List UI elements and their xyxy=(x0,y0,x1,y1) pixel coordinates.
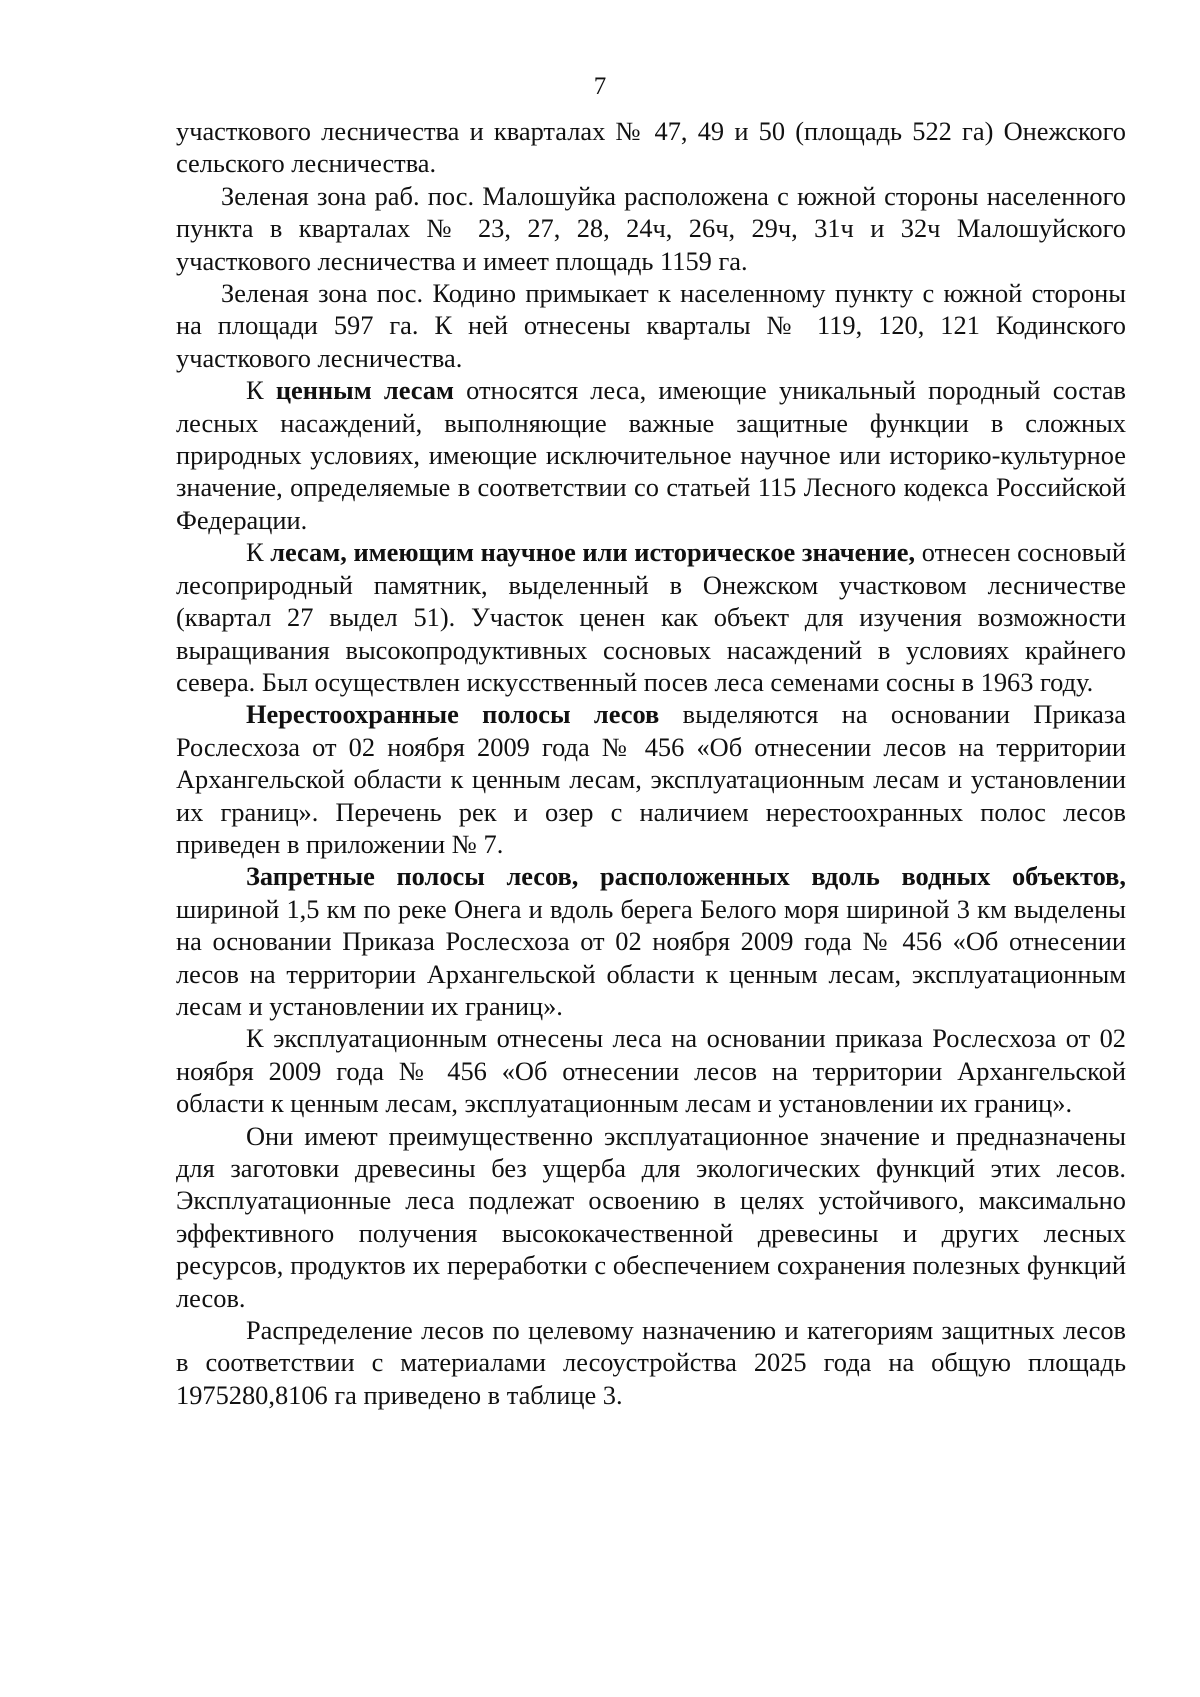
bold-term: ценным лесам xyxy=(275,375,454,406)
paragraph-text: шириной 1,5 км по реке Онега и вдоль берега Белого моря шириной 3 км выделены на основании Приказа Рослесхоза от 02 ноября 2009 года № 456 «Об отнесении лесов на территории Архангельской области к ценным лесам, эксплуатационным лесам и установлении их границ». xyxy=(176,893,1126,1021)
paragraph-text: отнесен сосновый лесоприродный памятник, выделенный в Онежском участковом лесничестве (квартал 27 выдел 51). Участок ценен как объект для изучения возможности выращивания высокопродуктивных сосновых насаждений в условиях крайнего севера. Был осуществлен искусственный посев леса семенами сосны в 1963 году. xyxy=(176,537,1126,697)
bold-term: Запретные полосы лесов, расположенных вдоль водных объектов, xyxy=(246,861,1126,892)
paragraph-continuation xyxy=(176,115,1126,180)
paragraph-exploitation-purpose xyxy=(176,1120,1126,1314)
paragraph-lead: К xyxy=(246,537,271,568)
paragraph-lead: К xyxy=(246,375,276,406)
paragraph-valuable-forests xyxy=(176,374,1126,536)
paragraph-text: Распределение лесов по целевому назначению и категориям защитных лесов в соответствии с материалами лесоустройства 2025 года на общую площадь 1975280,8106 га приведено в таблице 3. xyxy=(176,1315,1126,1410)
paragraph-exploitation-forests xyxy=(176,1022,1126,1119)
page-number: 7 xyxy=(593,73,607,100)
paragraph-text: относятся леса, имеющие уникальный породный состав лесных насаждений, выполняющие важные защитные функции в сложных природных условиях, имеющие исключительное научное или историко-культурное значение, определяемые в соответствии со статьей 115 Лесного кодекса Российской Федерации. xyxy=(176,375,1127,535)
paragraph-text: Они имеют преимущественно эксплуатационное значение и предназначены для заготовки древесины без ущерба для экологических функций этих лесов. Эксплуатационные леса подлежат освоению в целях устойчивого, максимально эффективного получения высококачественной древесины и других лесных ресурсов, продуктов их переработки с обеспечением сохранения полезных функций лесов. xyxy=(176,1120,1126,1313)
paragraph-scientific-forests xyxy=(176,536,1126,698)
bold-term: лесам, имеющим научное или историческое значение, xyxy=(270,537,916,568)
paragraph-text: Зеленая зона пос. Кодино примыкает к населенному пункту с южной стороны на площади 597 га. К ней отнесены кварталы № 119, 120, 121 Кодинского участкового лесничества. xyxy=(176,278,1126,373)
body-text xyxy=(176,115,1126,1411)
paragraph-text: К эксплуатационным отнесены леса на основании приказа Рослесхоза от 02 ноября 2009 года № 456 «Об отнесении лесов на территории Архангельской области к ценным лесам, эксплуатационным лесам и установлении их границ». xyxy=(176,1023,1126,1119)
paragraph-green-zone-kodino xyxy=(176,277,1126,374)
paragraph-text: выделяются на основании Приказа Рослесхоза от 02 ноября 2009 года № 456 «Об отнесении лесов на территории Архангельской области к ценным лесам, эксплуатационным лесам и установлении их границ». Перечень рек и озер с наличием нерестоохранных полос лесов приведен в приложении № 7. xyxy=(176,699,1126,859)
paragraph-text: Зеленая зона раб. пос. Малошуйка расположена с южной стороны населенного пункта в кварталах № 23, 27, 28, 24ч, 26ч, 29ч, 31ч и 32ч Малошуйского участкового лесничества и имеет площадь 1159 га. xyxy=(176,180,1126,276)
paragraph-distribution xyxy=(176,1314,1126,1411)
paragraph-spawning-protection xyxy=(176,698,1126,860)
paragraph-text: участкового лесничества и кварталах № 47, 49 и 50 (площадь 522 га) Онежского сельского лесничества. xyxy=(176,116,1126,179)
bold-term: Нерестоохранные полосы лесов xyxy=(246,699,660,730)
paragraph-green-zone-maloshuika xyxy=(176,180,1126,277)
paragraph-prohibited-strips xyxy=(176,860,1126,1022)
